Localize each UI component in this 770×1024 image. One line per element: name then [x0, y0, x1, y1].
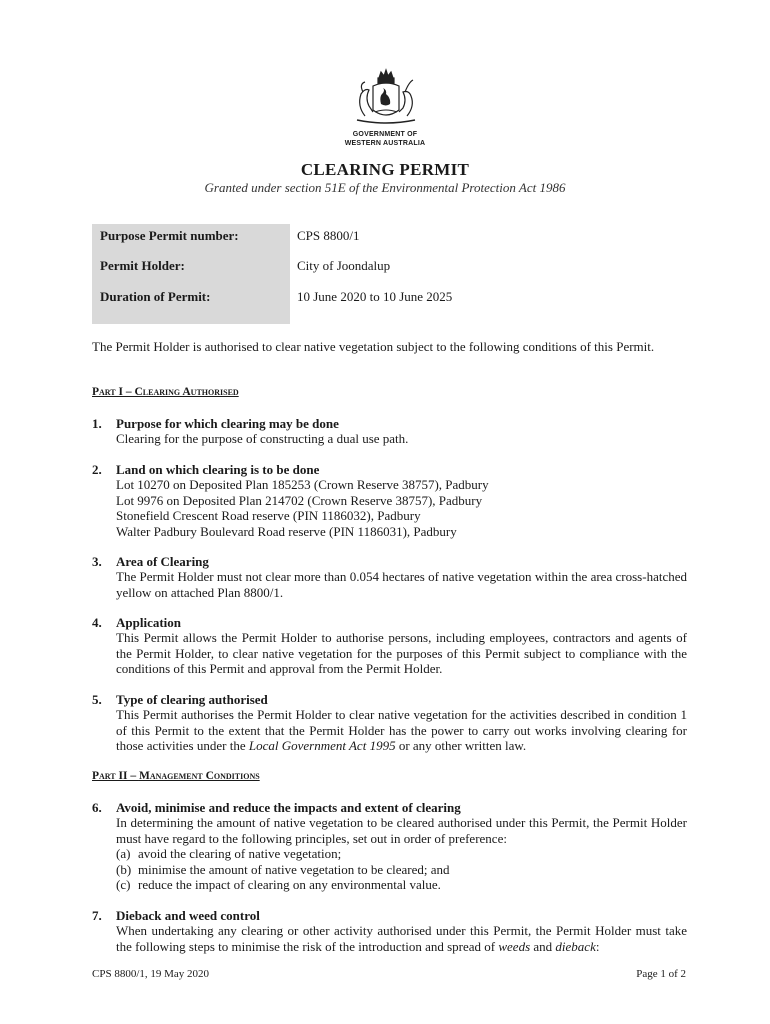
condition-heading: Type of clearing authorised — [116, 692, 268, 707]
condition-body — [116, 477, 687, 539]
info-label: Permit Holder: — [100, 258, 185, 273]
body-text: and — [530, 938, 556, 954]
wa-coat-of-arms-logo — [343, 66, 429, 128]
sub-text: minimise the amount of native vegetation to be cleared; and — [138, 861, 450, 877]
term-dieback: dieback — [555, 938, 596, 954]
land-line: Lot 10270 on Deposited Plan 185253 (Crown Reserve 38757), Padbury — [116, 477, 489, 493]
condition-heading: Land on which clearing is to be done — [116, 462, 320, 477]
info-value: 10 June 2020 to 10 June 2025 — [297, 289, 453, 304]
sub-letter: (c) — [116, 877, 131, 893]
info-value: City of Joondalup — [297, 258, 391, 273]
info-label: Purpose Permit number: — [100, 228, 239, 243]
footer-reference: CPS 8800/1, 19 May 2020 — [92, 968, 210, 980]
document-subtitle: Granted under section 51E of the Environmental Protection Act 1986 — [204, 180, 566, 195]
gov-line-1: GOVERNMENT OF — [352, 131, 418, 138]
part-1-title: Clearing Authorised — [134, 386, 239, 398]
part-2-prefix: Part II – — [92, 770, 139, 782]
document-title: CLEARING PERMIT — [300, 160, 470, 179]
footer-page-number: Page 1 of 2 — [636, 968, 686, 980]
sub-item — [116, 846, 687, 861]
condition-number: 2. — [92, 462, 102, 477]
condition-number: 3. — [92, 554, 102, 569]
sub-text: reduce the impact of clearing on any environmental value. — [138, 877, 441, 893]
term-weeds: weeds — [498, 938, 531, 954]
part-2-heading — [92, 770, 260, 782]
info-label: Duration of Permit: — [100, 289, 211, 304]
body-text: In determining the amount of native vegetation to be cleared authorised under this Permit, the Permit Holder must have regard to the following principles, set out in order of preference: — [116, 815, 687, 846]
condition-body — [116, 707, 687, 753]
condition-body — [116, 923, 687, 954]
government-label — [300, 130, 470, 148]
condition-heading: Dieback and weed control — [116, 908, 260, 923]
condition-number: 5. — [92, 692, 102, 707]
part-1-prefix: Part I – — [92, 386, 135, 398]
land-line: Stonefield Crescent Road reserve (PIN 1186032), Padbury — [116, 508, 421, 524]
intro-paragraph: The Permit Holder is authorised to clear native vegetation subject to the following conditions of this Permit. — [92, 339, 655, 354]
condition-heading: Purpose for which clearing may be done — [116, 416, 339, 431]
condition-heading: Avoid, minimise and reduce the impacts and extent of clearing — [116, 800, 461, 815]
act-name: Local Government Act 1995 — [248, 738, 396, 754]
part-1-heading — [92, 386, 239, 398]
condition-body: This Permit allows the Permit Holder to authorise persons, including employees, contractors and agents of the Permit Holder, to clear native vegetation for the purposes of this Permit subject to compliance with the conditions of this Permit and approval from the Permit Holder. — [116, 630, 687, 677]
land-line: Lot 9976 on Deposited Plan 214702 (Crown Reserve 38757), Padbury — [116, 492, 483, 508]
sub-text: avoid the clearing of native vegetation; — [138, 846, 342, 862]
condition-body: The Permit Holder must not clear more than 0.054 hectares of native vegetation within the area cross-hatched yellow on attached Plan 8800/1. — [116, 569, 687, 600]
sub-item — [116, 877, 687, 892]
land-line: Walter Padbury Boulevard Road reserve (PIN 1186031), Padbury — [116, 523, 457, 539]
condition-body — [116, 815, 687, 892]
info-value: CPS 8800/1 — [297, 228, 360, 243]
condition-heading: Area of Clearing — [116, 554, 209, 569]
condition-number: 1. — [92, 416, 102, 431]
body-text: or any other written law. — [395, 738, 527, 754]
body-text: This Permit authorises the Permit Holder to clear native vegetation for the activities described in condition 1 of this Permit to the extent that the Permit Holder has the power to carry out works involving clearing for those activities under the — [116, 707, 687, 754]
sub-letter: (b) — [116, 861, 132, 877]
body-text: When undertaking any clearing or other activity authorised under this Permit, the Permit Holder must take the following steps to minimise the risk of the introduction and spread of — [116, 923, 687, 954]
condition-heading: Application — [116, 615, 182, 630]
condition-number: 6. — [92, 800, 102, 815]
condition-body: Clearing for the purpose of constructing a dual use path. — [116, 431, 409, 447]
sub-item — [116, 862, 687, 877]
condition-number: 4. — [92, 615, 102, 630]
body-text: : — [595, 938, 600, 954]
condition-number: 7. — [92, 908, 102, 923]
sub-letter: (a) — [116, 846, 131, 862]
part-2-title: Management Conditions — [138, 770, 260, 782]
gov-line-2: WESTERN AUSTRALIA — [344, 140, 426, 147]
